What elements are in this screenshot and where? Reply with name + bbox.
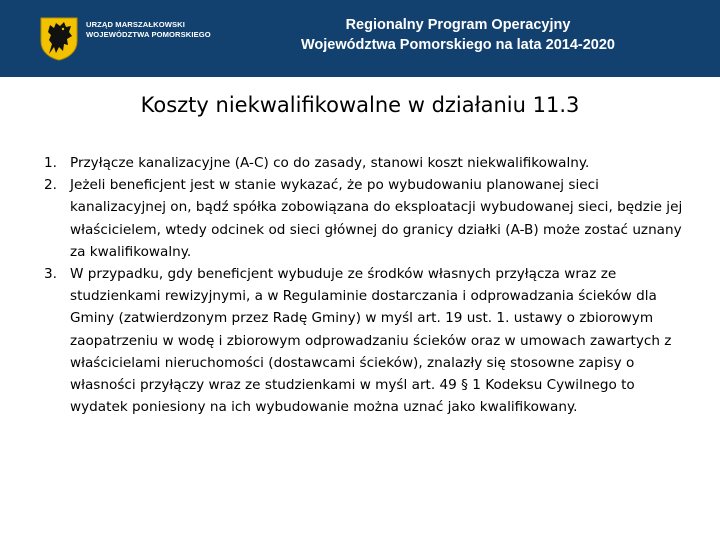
list-item [44,152,694,174]
griffin-coat-of-arms-icon [40,17,78,61]
list-item-number: 1. [44,155,57,171]
organization-name-line1: URZĄD MARSZAŁKOWSKI [86,20,185,29]
list-item-number: 3. [44,266,57,283]
organization-name-line2: WOJEWÓDZTWA POMORSKIEGO [86,29,211,39]
list-item-text: W przypadku, gdy beneficjent wybuduje ze środków własnych przyłącza wraz ze studzienkami rewizyjnymi, a w Regulaminie dostarczania i odprowadzania ścieków dla Gminy (zatwierdzonym przez Radę Gminy) w myśl art. 19 ust. 1. ustawy o zbiorowym zaopatrzeniu w wodę i zbiorowym odprowadzaniu ścieków oraz w umowach zawartych z właścicielami nieruchomości (dostawcami ścieków), znalazły się stosowne zapisy o własności przyłączy wraz ze studzienkami w myśl art. 49 § 1 Kodeksu Cywilnego to wydatek poniesiony na ich wybudowanie można uznać jako kwalifikowany. [70,266,672,416]
program-title [250,16,666,55]
list-item [44,263,694,418]
list-item [44,174,694,263]
program-title-line2: Województwa Pomorskiego na lata 2014-2020 [300,36,615,53]
header-bar [0,0,720,77]
slide-title: Koszty niekwalifikowalne w działaniu 11.3 [140,93,580,117]
list-item-text: Jeżeli beneficjent jest w stanie wykazać, że po wybudowaniu planowanej sieci kanalizacyjnej on, bądź spółka zobowiązana do eksploatacji wybudowanej sieci, będzie jej właścicielem, wtedy odcinek od sieci głównej do granicy działki (A-B) może zostać uznany za kwalifikowalny. [70,177,683,260]
program-title-line1: Regionalny Program Operacyjny [345,17,571,33]
cost-list [44,152,694,418]
organization-name [86,20,211,39]
list-item-text: Przyłącze kanalizacyjne (A-C) co do zasady, stanowi koszt niekwalifikowalny. [70,155,590,171]
list-item-number: 2. [44,177,57,194]
